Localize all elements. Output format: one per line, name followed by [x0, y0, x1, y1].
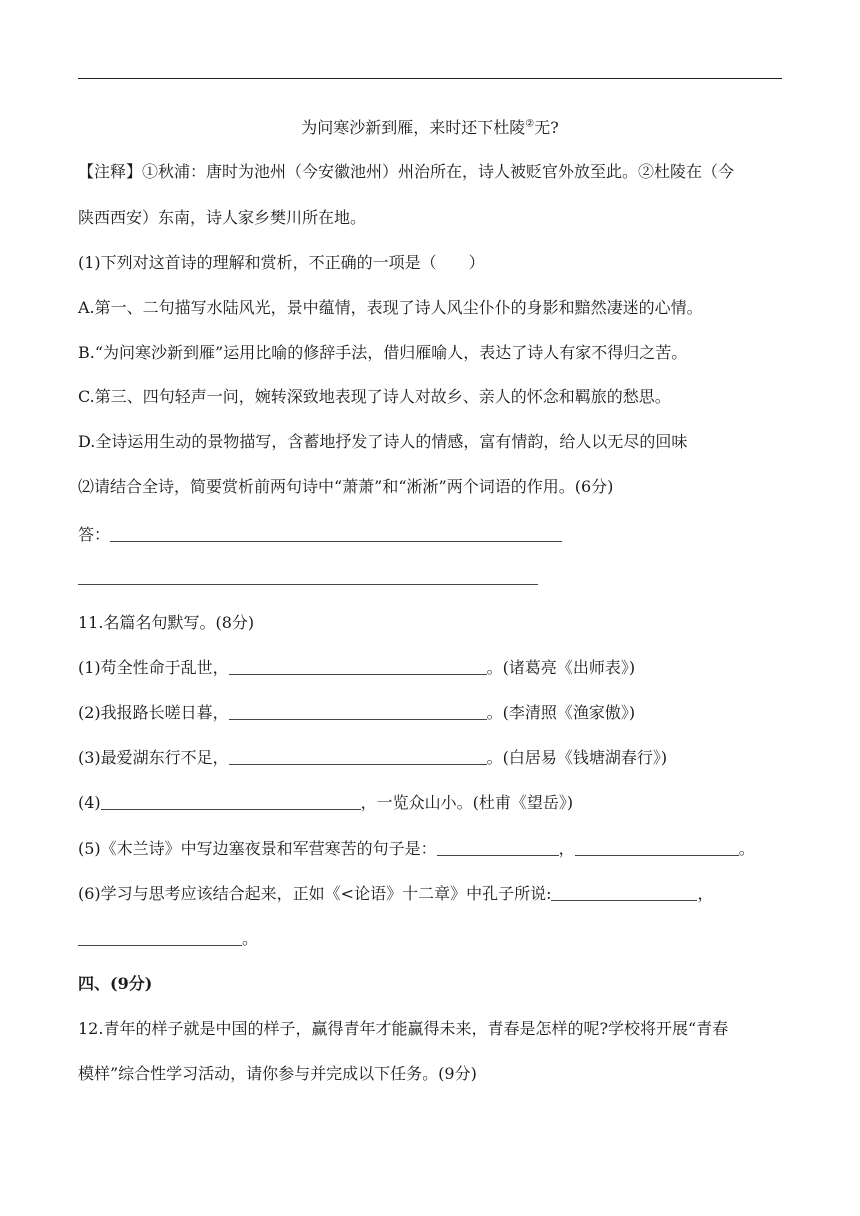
- recite-item-1: [78, 657, 635, 679]
- recite-item-3-post: 。(白居易《钱塘湖春行》): [486, 748, 668, 767]
- recite-blank-2[interactable]: [229, 703, 487, 720]
- recite-item-4-post: ，一览众山小。(杜甫《望岳》): [360, 793, 574, 812]
- recite-item-3-pre: (3)最爱湖东行不足，: [78, 748, 229, 767]
- recite-item-6-cont: [78, 928, 258, 950]
- recite-blank-1[interactable]: [229, 658, 487, 675]
- recite-item-6-post: 。: [242, 929, 259, 948]
- answer-blank-2[interactable]: [78, 584, 538, 585]
- question-12-line-2: 模样”综合性学习活动，请你参与并完成以下任务。(9分): [78, 1064, 477, 1083]
- recite-blank-6a[interactable]: [551, 884, 697, 901]
- recite-item-4: [78, 792, 573, 814]
- poem-line-end: 无?: [534, 118, 559, 137]
- recite-item-6-mid: ，: [697, 884, 714, 903]
- footnote-marker: ②: [525, 118, 535, 130]
- header-rule: [78, 78, 782, 79]
- recite-item-4-pre: (4): [78, 793, 101, 812]
- recite-item-6: [78, 883, 713, 905]
- recite-item-5-pre: (5)《木兰诗》中写边塞夜景和军营寒苦的句子是：: [78, 839, 437, 858]
- section-4-title: 四、(9分): [78, 974, 153, 993]
- recite-item-2-pre: (2)我报路长嗟日暮，: [78, 703, 229, 722]
- recite-item-6-pre: (6)学习与思考应该结合起来，正如《<论语》十二章》中孔子所说:: [78, 884, 552, 903]
- question-11-title: 11.名篇名句默写。(8分): [78, 613, 255, 632]
- recite-item-5-post: 。: [738, 839, 755, 858]
- recite-blank-5a[interactable]: [437, 839, 559, 856]
- notes-line-1: 【注释】①秋浦：唐时为池州（今安徽池州）州治所在，诗人被贬官外放至此。②杜陵在（今: [78, 162, 735, 181]
- recite-blank-4[interactable]: [101, 793, 361, 810]
- poem-line: [0, 117, 860, 139]
- recite-item-1-post: 。(诸葛亮《出师表》): [486, 658, 636, 677]
- notes-line-2: 陕西西安）东南，诗人家乡樊川所在地。: [78, 208, 367, 227]
- option-a: A.第一、二句描写水陆风光，景中蕴情，表现了诗人风尘仆仆的身影和黯然凄迷的心情。: [78, 298, 703, 317]
- recite-item-2: [78, 702, 635, 724]
- recite-item-3: [78, 747, 667, 769]
- recite-item-1-pre: (1)苟全性命于乱世，: [78, 658, 229, 677]
- question-12-line-1: 12.青年的样子就是中国的样子，赢得青年才能赢得未来，青春是怎样的呢?学校将开展“青春: [78, 1019, 729, 1038]
- option-d: D.全诗运用生动的景物描写，含蓄地抒发了诗人的情感，富有情韵，给人以无尽的回味: [78, 432, 688, 451]
- recite-item-5-mid: ，: [558, 839, 575, 858]
- answer-row: [78, 524, 562, 546]
- recite-blank-6b[interactable]: [78, 929, 242, 946]
- recite-item-2-post: 。(李清照《渔家傲》): [486, 703, 636, 722]
- question-2-stem: ⑵请结合全诗，简要赏析前两句诗中“萧萧”和“淅淅”两个词语的作用。(6分): [78, 477, 614, 496]
- answer-label: 答：: [78, 525, 111, 544]
- recite-blank-3[interactable]: [229, 748, 487, 765]
- option-c: C.第三、四句轻声一问，婉转深致地表现了诗人对故乡、亲人的怀念和羁旅的愁思。: [78, 387, 671, 406]
- answer-blank-1[interactable]: [110, 525, 562, 542]
- option-b: B.“为问寒沙新到雁”运用比喻的修辞手法，借归雁喻人，表达了诗人有家不得归之苦。: [78, 343, 688, 362]
- recite-item-5: [78, 838, 755, 860]
- poem-line-text: 为问寒沙新到雁，来时还下杜陵: [301, 118, 526, 137]
- question-1-stem: (1)下列对这首诗的理解和赏析，不正确的一项是（ ）: [78, 253, 485, 272]
- recite-blank-5b[interactable]: [575, 839, 739, 856]
